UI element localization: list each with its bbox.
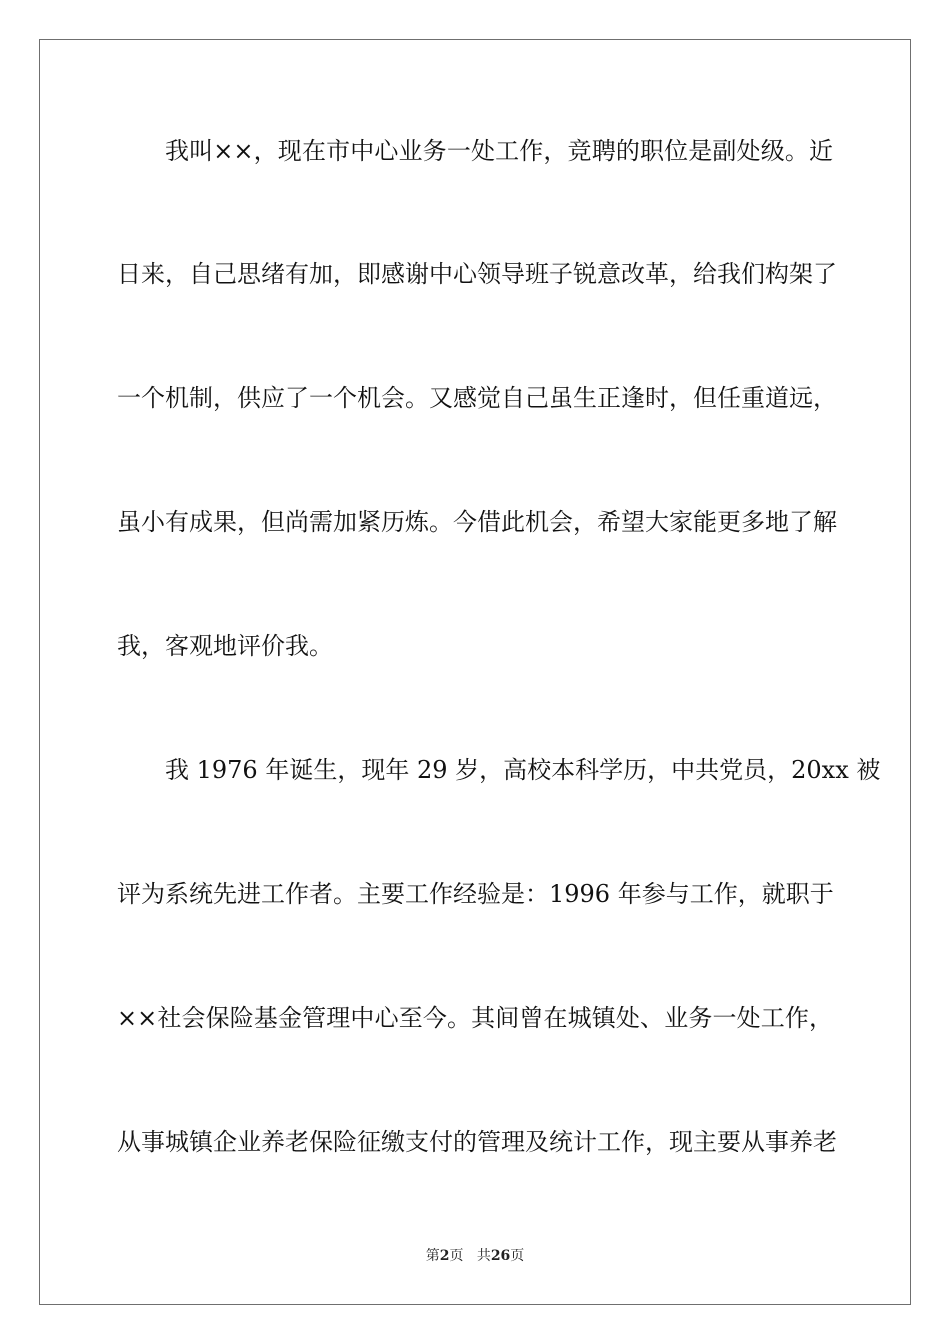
page-number: 2 bbox=[439, 1248, 450, 1264]
paragraph-1-line-1: 我叫××，现在市中心业务一处工作，竞聘的职位是副处级。近 bbox=[165, 137, 833, 165]
paragraph-1-line-5: 我，客观地评价我。 bbox=[117, 632, 333, 660]
paragraph-1-line-3: 一个机制，供应了一个机会。又感觉自己虽生正逢时，但任重道远， bbox=[117, 384, 837, 412]
paragraph-2-line-3: ××社会保险基金管理中心至今。其间曾在城镇处、业务一处工作， bbox=[117, 1004, 833, 1032]
page-footer bbox=[0, 1247, 950, 1265]
page-label-suffix: 页 bbox=[449, 1248, 464, 1264]
paragraph-2-line-2: 评为系统先进工作者。主要工作经验是：1996 年参与工作，就职于 bbox=[117, 880, 834, 908]
paragraph-2-line-4: 从事城镇企业养老保险征缴支付的管理及统计工作，现主要从事养老 bbox=[117, 1128, 837, 1156]
total-pages: 26 bbox=[490, 1248, 511, 1264]
paragraph-1-line-2: 日来，自己思绪有加，即感谢中心领导班子锐意改革，给我们构架了 bbox=[117, 260, 837, 288]
page-label-prefix: 第 bbox=[425, 1248, 440, 1264]
paragraph-2-line-1: 我 1976 年诞生，现年 29 岁，高校本科学历，中共党员，20xx 被 bbox=[165, 756, 881, 784]
paragraph-1-line-4: 虽小有成果，但尚需加紧历炼。今借此机会，希望大家能更多地了解 bbox=[117, 508, 837, 536]
total-label-suffix: 页 bbox=[510, 1248, 525, 1264]
total-label-prefix: 共 bbox=[476, 1248, 491, 1264]
page-border bbox=[39, 39, 911, 1305]
